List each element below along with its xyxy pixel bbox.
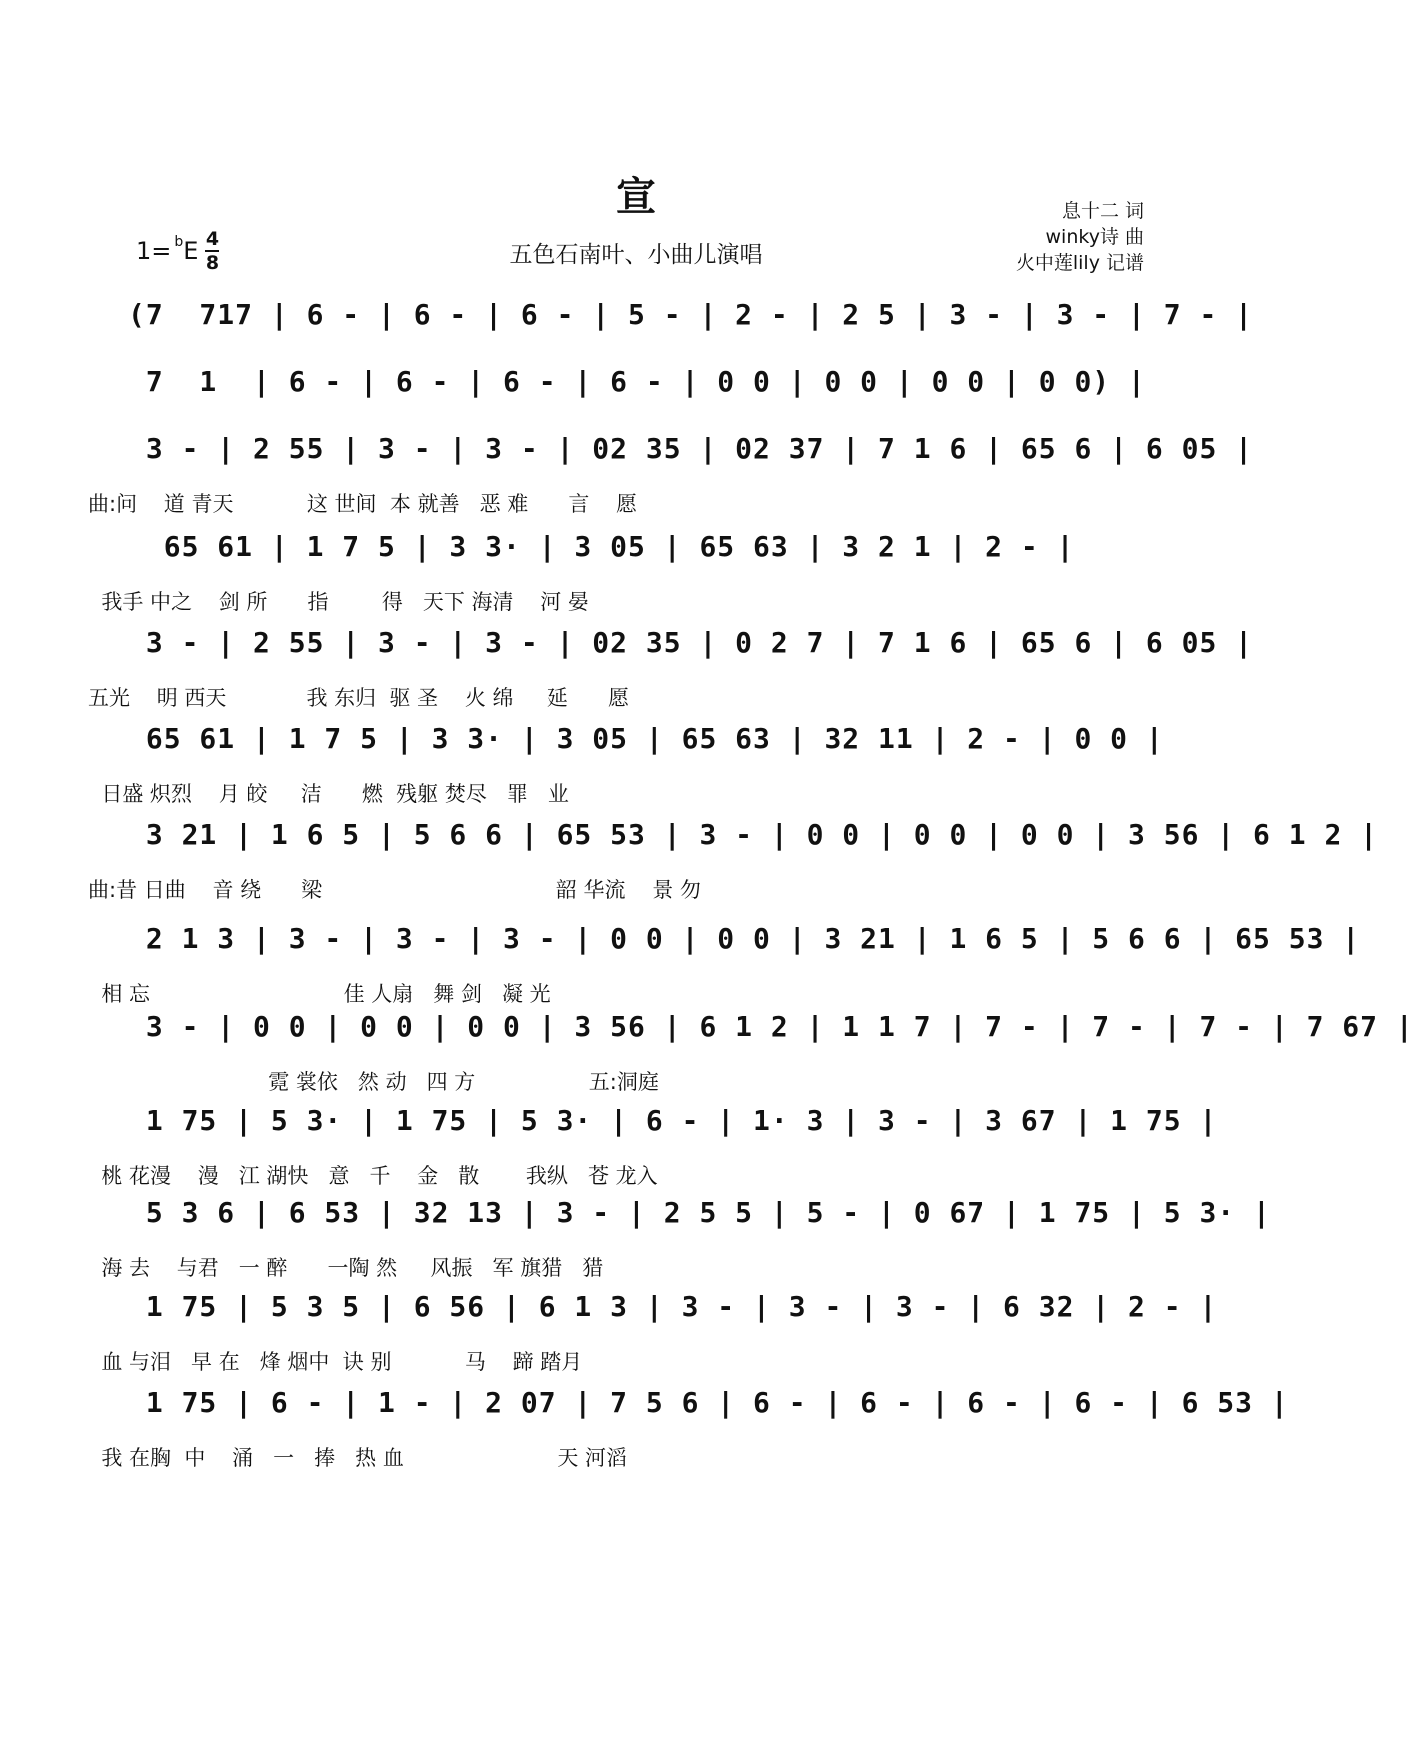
notes-row: 1 75 | 5 3 5 | 6 56 | 6 1 3 | 3 - | 3 - | 3 - | 6 32 | 2 - | xyxy=(128,1290,1218,1323)
score-line xyxy=(0,432,1272,540)
time-bottom: 8 xyxy=(205,252,220,274)
lyrics-row: 血 与泪 早 在 烽 烟中 诀 别 马 蹄 踏月 xyxy=(88,1350,583,1374)
time-signature xyxy=(205,228,219,274)
notes-row: 3 21 | 1 6 5 | 5 6 6 | 65 53 | 3 - | 0 0 | 0 0 | 0 0 | 3 56 | 6 1 2 | xyxy=(128,818,1379,851)
performers-subtitle: 五色石南叶、小曲儿演唱 xyxy=(509,242,763,268)
notes-row: 3 - | 2 55 | 3 - | 3 - | 02 35 | 02 37 | 7 1 6 | 65 6 | 6 05 | xyxy=(128,432,1254,465)
score-line xyxy=(0,626,1272,734)
lyrics-row: 曲:昔 日曲 音 绕 梁 韶 华流 景 勿 xyxy=(88,878,701,902)
key-signature xyxy=(136,228,219,274)
time-top: 4 xyxy=(205,228,220,250)
notes-row: 3 - | 0 0 | 0 0 | 0 0 | 3 56 | 6 1 2 | 1 1 7 | 7 - | 7 - | 7 - | 7 67 | xyxy=(128,1010,1414,1043)
key-note: E xyxy=(183,237,199,265)
credits xyxy=(1016,198,1144,276)
transcriber-credit: 火中莲lily 记谱 xyxy=(1015,252,1144,274)
notes-row: (7 717 | 6 - | 6 - | 6 - | 5 - | 2 - | 2 5 | 3 - | 3 - | 7 - | xyxy=(128,298,1254,331)
lyrics-row: 五光 明 西天 我 东归 驱 圣 火 绵 延 愿 xyxy=(88,686,629,710)
notes-row: 1 75 | 6 - | 1 - | 2 07 | 7 5 6 | 6 - | 6 - | 6 - | 6 - | 6 53 | xyxy=(128,1386,1289,1419)
notes-row: 7 1 | 6 - | 6 - | 6 - | 6 - | 0 0 | 0 0 | 0 0 | 0 0) | xyxy=(128,365,1146,398)
notes-row: 5 3 6 | 6 53 | 32 13 | 3 - | 2 5 5 | 5 - | 0 67 | 1 75 | 5 3· | xyxy=(128,1196,1271,1229)
score-line xyxy=(0,1386,1289,1494)
lyricist-credit: 息十二 词 xyxy=(1061,200,1144,222)
composer-credit: winky诗 曲 xyxy=(1045,226,1144,248)
lyrics-row: 日盛 炽烈 月 皎 洁 燃 残躯 焚尽 罪 业 xyxy=(88,782,569,806)
notes-row: 1 75 | 5 3· | 1 75 | 5 3· | 6 - | 1· 3 | 3 - | 3 67 | 1 75 | xyxy=(128,1104,1218,1137)
score-line xyxy=(0,818,1379,926)
lyrics-row: 霓 裳依 然 动 四 方 五:洞庭 xyxy=(88,1070,659,1094)
lyrics-row: 我手 中之 剑 所 指 得 天下 海清 河 晏 xyxy=(88,590,589,614)
notes-row: 65 61 | 1 7 5 | 3 3· | 3 05 | 65 63 | 3 2 1 | 2 - | xyxy=(128,530,1075,563)
lyrics-row: 曲:问 道 青天 这 世间 本 就善 恶 难 言 愿 xyxy=(88,492,638,516)
song-title: 宣 xyxy=(616,174,656,220)
notes-row: 3 - | 2 55 | 3 - | 3 - | 02 35 | 0 2 7 | 7 1 6 | 65 6 | 6 05 | xyxy=(128,626,1254,659)
lyrics-row: 桃 花漫 漫 江 湖快 意 千 金 散 我纵 苍 龙入 xyxy=(88,1164,658,1188)
score-line xyxy=(0,1196,1272,1304)
lyrics-row: 海 去 与君 一 醉 一陶 然 风振 军 旗猎 猎 xyxy=(88,1256,604,1280)
notes-row: 2 1 3 | 3 - | 3 - | 3 - | 0 0 | 0 0 | 3 21 | 1 6 5 | 5 6 6 | 65 53 | xyxy=(128,922,1361,955)
key-prefix: 1= xyxy=(136,237,172,265)
flat-sign: b xyxy=(174,234,184,250)
lyrics-row: 相 忘 佳 人扇 舞 剑 凝 光 xyxy=(88,982,551,1006)
score-line xyxy=(0,1010,1414,1118)
score-line xyxy=(0,530,1272,638)
score-line xyxy=(0,1290,1272,1398)
lyrics-row: 我 在胸 中 涌 一 捧 热 血 天 河滔 xyxy=(88,1446,628,1470)
score-line xyxy=(0,722,1272,830)
notes-row: 65 61 | 1 7 5 | 3 3· | 3 05 | 65 63 | 32 11 | 2 - | 0 0 | xyxy=(128,722,1164,755)
